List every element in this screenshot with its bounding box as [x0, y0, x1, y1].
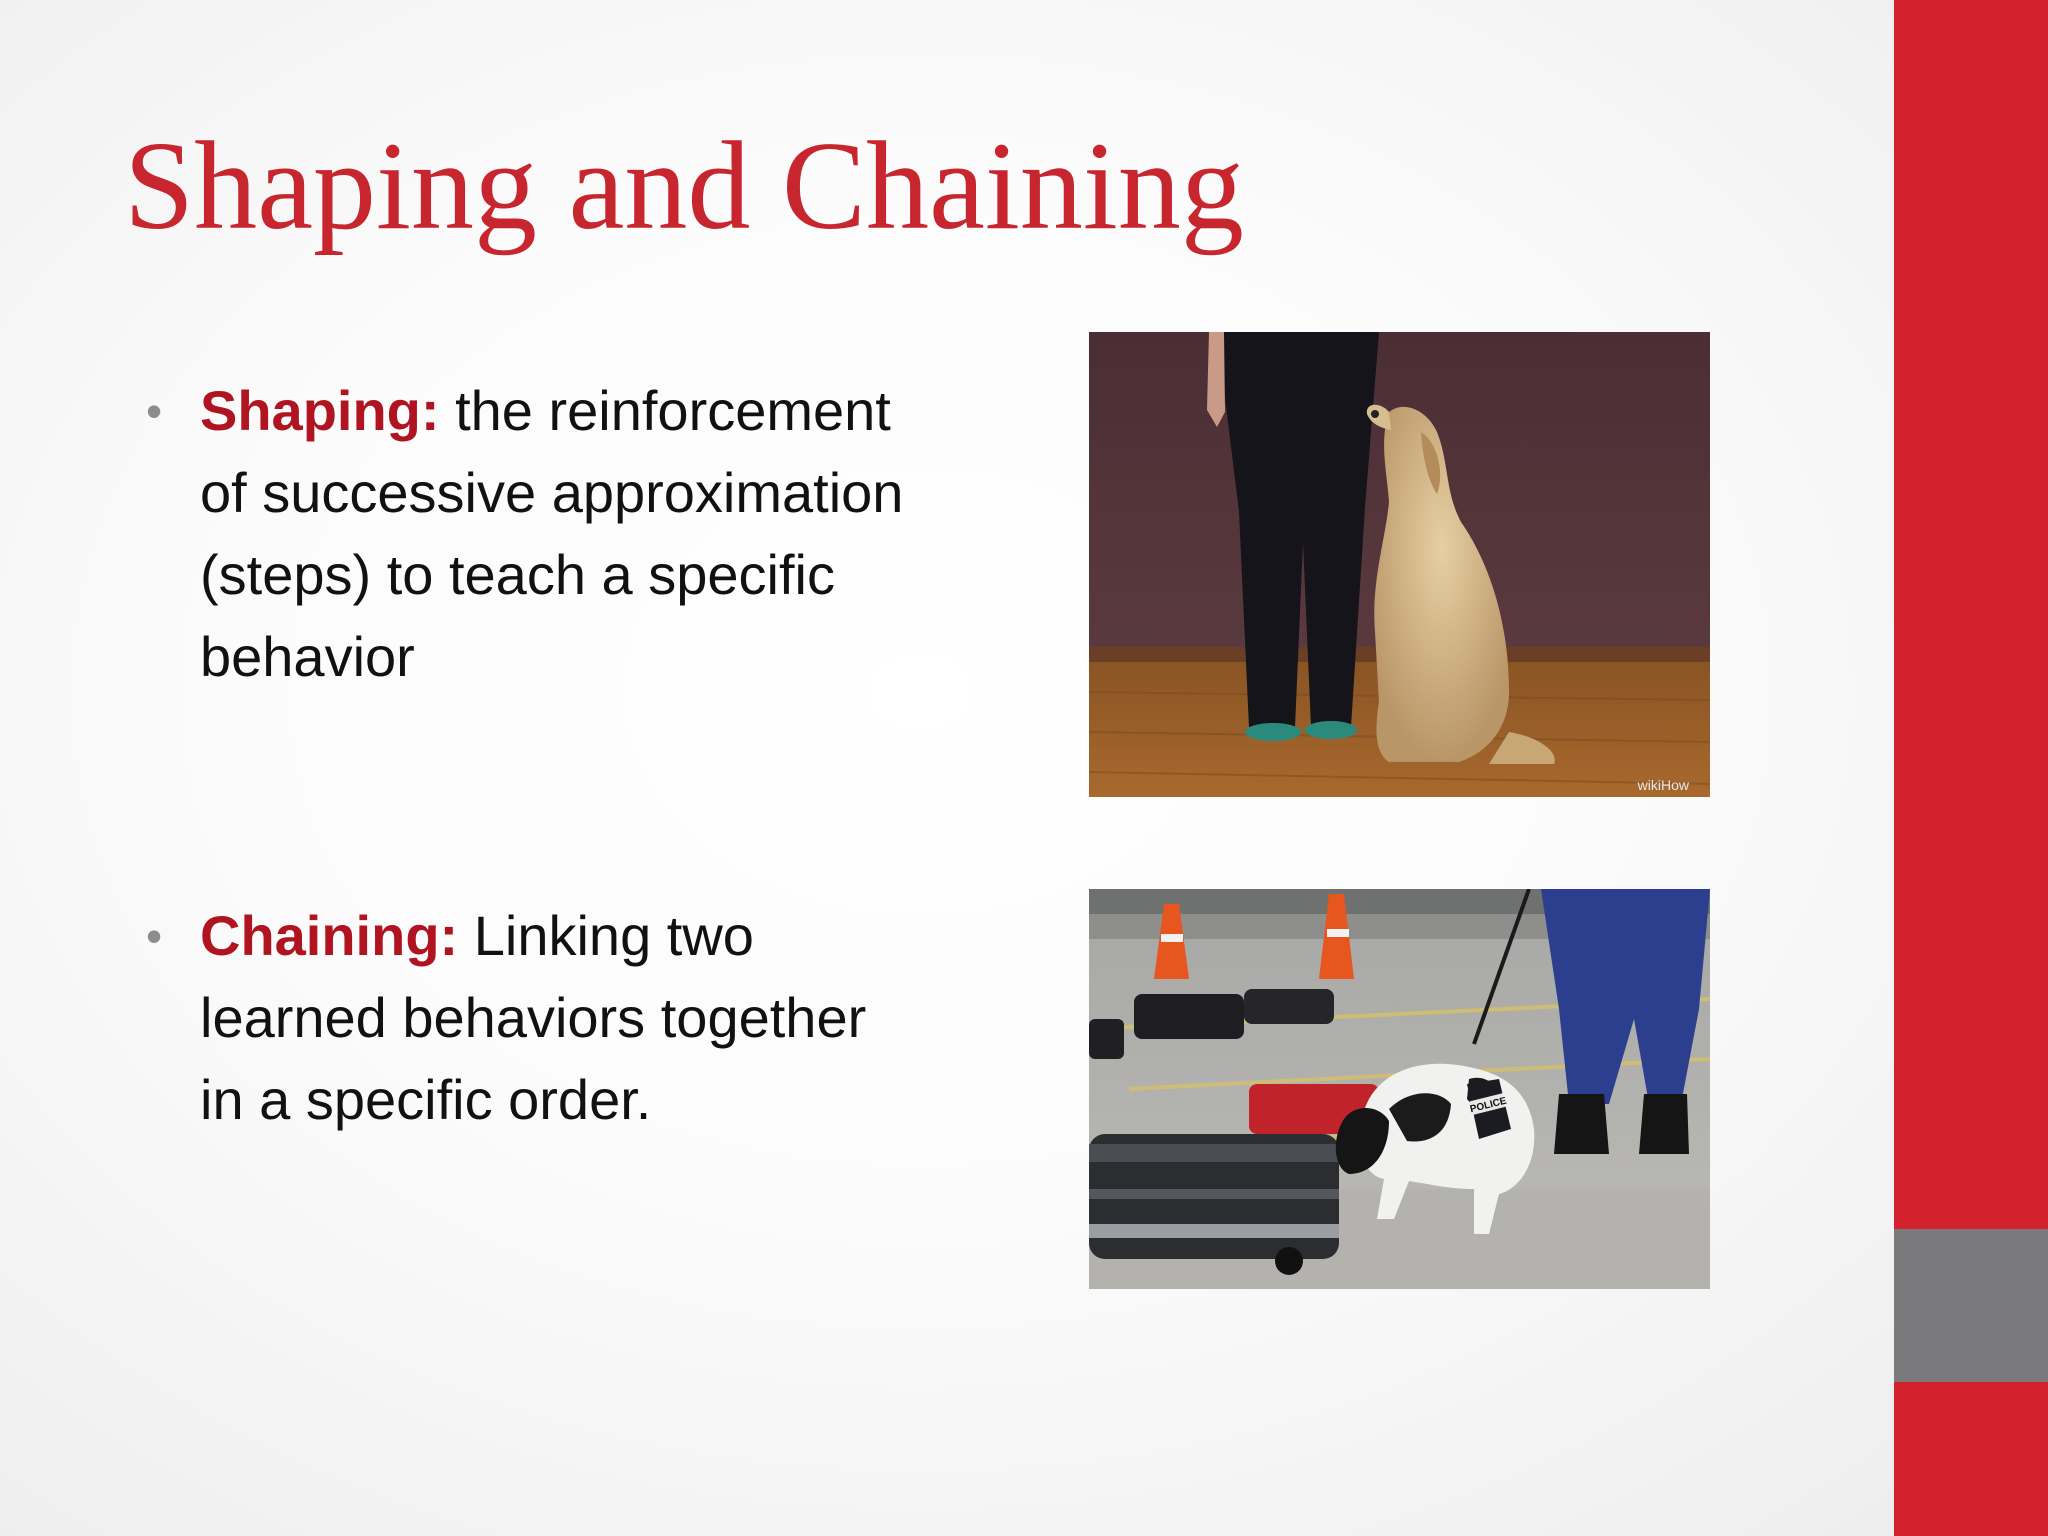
bullet-definition: Linking two learned behaviors together in a specific order.	[200, 904, 867, 1131]
photo-police-dog-image	[1089, 889, 1710, 1289]
side-accent-bar-red-bottom	[1894, 1382, 2048, 1536]
dog-harness-badge: POLICE	[1468, 1095, 1508, 1116]
photo-dog-shaping-image	[1089, 332, 1710, 797]
bullet-chaining	[142, 895, 922, 1141]
bullet-definition: the reinforcement of successive approximation (steps) to teach a specific behavior	[200, 379, 904, 688]
slide-title: Shaping and Chaining	[124, 117, 1244, 256]
bullet-term: Shaping:	[200, 379, 440, 442]
photo-police-dog-chaining	[1089, 889, 1710, 1289]
side-accent-bar-gray	[1894, 1229, 2048, 1382]
bullet-dot-icon: •	[146, 910, 163, 962]
bullet-text	[200, 895, 920, 1141]
bullet-dot-icon: •	[146, 385, 163, 437]
photo-dog-shaping	[1089, 332, 1710, 797]
bullet-shaping	[142, 370, 922, 698]
bullet-term: Chaining:	[200, 904, 459, 967]
side-accent-bar-red	[1894, 0, 2048, 1229]
photo-watermark: wikiHow	[1637, 777, 1689, 793]
bullet-text	[200, 370, 920, 698]
